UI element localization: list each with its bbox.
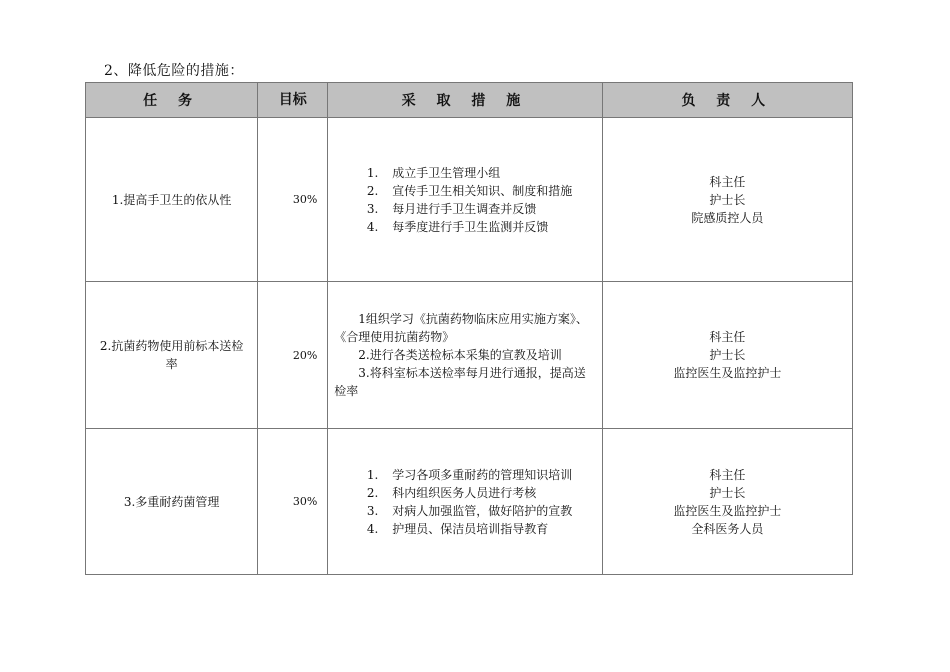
header-owner: 负 责 人 — [602, 83, 852, 118]
header-task: 任 务 — [86, 83, 258, 118]
measure-item: 学习各项多重耐药的管理知识培训 — [392, 467, 573, 482]
measure-item: 每月进行手卫生调查并反馈 — [392, 201, 537, 216]
owner-name: 全科医务人员 — [691, 521, 764, 536]
owner-name: 护士长 — [709, 348, 746, 362]
section-heading: 2、降低危险的措施： — [104, 63, 244, 79]
measure-item: 1组织学习《抗菌药物临床应用实施方案》、《合理使用抗菌药物》 — [334, 312, 588, 344]
owner-name: 科主任 — [709, 330, 746, 344]
measures-cell — [328, 429, 602, 575]
target-cell: 20% — [258, 282, 328, 429]
measure-list — [334, 164, 597, 236]
owner-name: 监控医生及监控护士 — [673, 503, 782, 518]
table-row — [86, 282, 853, 429]
owner-cell — [602, 282, 852, 429]
measures-cell — [328, 118, 602, 282]
measure-item: 对病人加强监管，做好陪护的宣教 — [392, 503, 573, 518]
measure-item: 2.进行各类送检标本采集的宣教及培训 — [358, 348, 562, 362]
owner-cell — [602, 429, 852, 575]
owner-name: 监控医生及监控护士 — [673, 366, 782, 380]
measure-item: 科内组织医务人员进行考核 — [392, 485, 537, 500]
owner-name: 科主任 — [709, 174, 746, 189]
measure-item: 护理员、保洁员培训指导教育 — [392, 521, 549, 536]
header-measures: 采 取 措 施 — [328, 83, 602, 118]
header-target: 目标 — [258, 83, 328, 118]
table-row — [86, 118, 853, 282]
risk-measures-table — [85, 82, 853, 575]
task-cell: 3.多重耐药菌管理 — [86, 429, 258, 575]
task-cell: 2.抗菌药物使用前标本送检率 — [86, 282, 258, 429]
owner-name: 护士长 — [709, 485, 746, 500]
measure-item: 成立手卫生管理小组 — [392, 165, 501, 180]
measure-item: 每季度进行手卫生监测并反馈 — [392, 219, 549, 234]
table-row — [86, 429, 853, 575]
measure-item: 宣传手卫生相关知识、制度和措施 — [392, 183, 573, 198]
measure-item: 3.将科室标本送检率每月进行通报，提高送检率 — [334, 366, 586, 398]
target-cell: 30% — [258, 429, 328, 575]
measures-cell — [328, 282, 602, 429]
target-cell: 30% — [258, 118, 328, 282]
owner-name: 护士长 — [709, 192, 746, 207]
measure-list — [334, 466, 597, 538]
table-header-row — [86, 83, 853, 118]
owner-name: 院感质控人员 — [691, 210, 764, 225]
owner-name: 科主任 — [709, 467, 746, 482]
owner-cell — [602, 118, 852, 282]
task-cell: 1.提高手卫生的依从性 — [86, 118, 258, 282]
